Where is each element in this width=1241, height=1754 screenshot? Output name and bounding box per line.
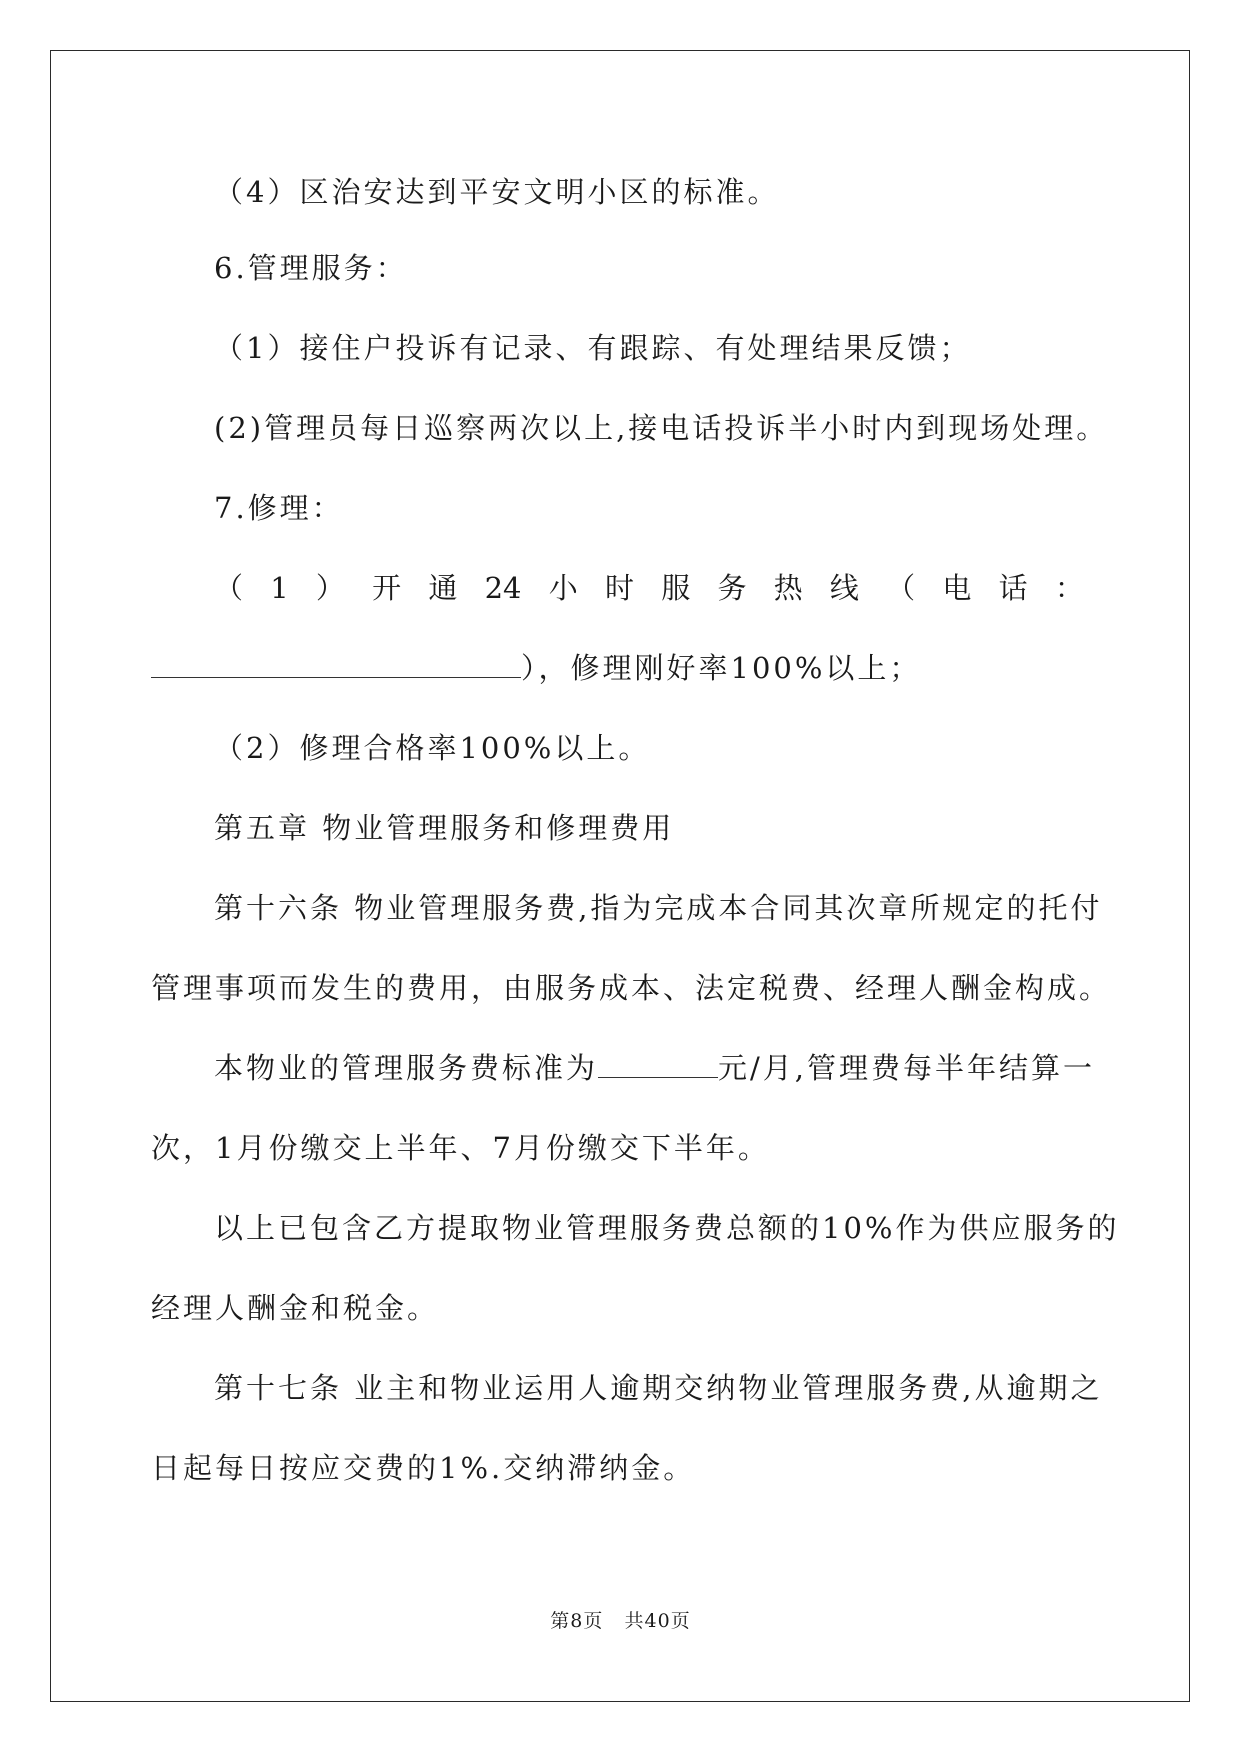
article-line: 第十七条 业主和物业运用人逾期交纳物业管理服务费,从逾期之 xyxy=(214,1371,1103,1405)
page-footer xyxy=(0,1606,1241,1633)
text-token: 时 xyxy=(604,571,634,605)
text-line: (2)管理员每日巡察两次以上,接电话投诉半小时内到现场处理。 xyxy=(214,411,1109,445)
text-token: （ xyxy=(886,571,916,605)
hotline-text-line xyxy=(214,570,1084,606)
phone-blank xyxy=(151,651,521,678)
text-token: 24 xyxy=(484,571,522,605)
fee-standard-line xyxy=(214,1050,1095,1086)
text-token: 服 xyxy=(661,571,691,605)
article-line: 第十六条 物业管理服务费,指为完成本合同其次章所规定的托付 xyxy=(214,891,1103,925)
text-token: 开 xyxy=(372,571,402,605)
text-line: 日起每日按应交费的1%.交纳滞纳金。 xyxy=(151,1451,696,1485)
text-token: ） xyxy=(315,571,345,605)
section-heading: 6.管理服务： xyxy=(214,251,408,285)
text-token: 线 xyxy=(829,571,859,605)
text-token: 热 xyxy=(773,571,803,605)
text-token: 小 xyxy=(548,571,578,605)
text-token: 务 xyxy=(717,571,747,605)
section-heading: 7.修理： xyxy=(214,491,344,525)
fee-blank xyxy=(598,1051,718,1078)
text-fragment: 本物业的管理服务费标准为 xyxy=(214,1051,599,1085)
text-fragment: ），修理刚好率100%以上； xyxy=(521,651,922,685)
text-token: 通 xyxy=(428,571,458,605)
text-line: 经理人酬金和税金。 xyxy=(151,1291,440,1325)
chapter-heading: 第五章 物业管理服务和修理费用 xyxy=(214,811,675,845)
text-token: 电 xyxy=(942,571,972,605)
text-token: ： xyxy=(1054,571,1084,605)
text-token: 1 xyxy=(270,571,289,605)
page-total: 共40页 xyxy=(624,1610,691,1632)
page-number: 第8页 xyxy=(550,1610,604,1632)
text-line: （4）区治安达到平安文明小区的标准。 xyxy=(214,175,780,209)
text-line: （2）修理合格率100%以上。 xyxy=(214,731,651,765)
text-line: 次，1月份缴交上半年、7月份缴交下半年。 xyxy=(151,1131,770,1165)
text-fragment: 元/月,管理费每半年结算一 xyxy=(718,1051,1096,1085)
text-line: （1）接住户投诉有记录、有跟踪、有处理结果反馈； xyxy=(214,331,972,365)
text-token: （ xyxy=(214,571,244,605)
text-line: 以上已包含乙方提取物业管理服务费总额的10%作为供应服务的 xyxy=(214,1211,1120,1245)
hotline-phone-line xyxy=(151,650,921,686)
text-token: 话 xyxy=(998,571,1028,605)
text-line: 管理事项而发生的费用，由服务成本、法定税费、经理人酬金构成。 xyxy=(151,971,1112,1005)
